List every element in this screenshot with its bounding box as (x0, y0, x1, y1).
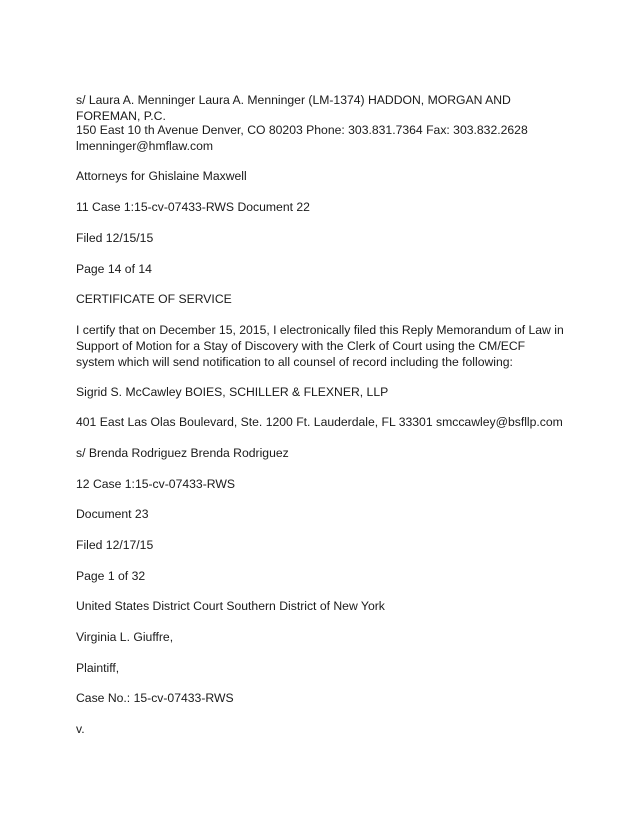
plaintiff-name: Virginia L. Giuffre, (76, 630, 174, 644)
signature-block-menninger: s/ Laura A. Menninger Laura A. Menninger (LM-1374) HADDON, MORGAN AND FOREMAN, P.C. (76, 93, 511, 123)
certificate-heading: CERTIFICATE OF SERVICE (76, 292, 232, 306)
case-number-line: 12 Case 1:15-cv-07433-RWS (76, 477, 235, 491)
document-number-line: Document 23 (76, 507, 149, 521)
counsel-name-firm: Sigrid S. McCawley BOIES, SCHILLER & FLEXNER, LLP (76, 385, 389, 399)
attorneys-for-line: Attorneys for Ghislaine Maxwell (76, 169, 247, 183)
case-no-line: Case No.: 15-cv-07433-RWS (76, 691, 234, 705)
filed-date-line-2: Filed 12/17/15 (76, 538, 154, 552)
page-number-line: Page 14 of 14 (76, 262, 152, 276)
certification-paragraph: I certify that on December 15, 2015, I electronically filed this Reply Memorandum of Law in Support of Motion for a Stay of Discovery with the Clerk of Court using the CM/ECF system which will send notification to all counsel of record including the following: (76, 323, 564, 369)
court-name-line: United States District Court Southern District of New York (76, 599, 385, 613)
counsel-address: 401 East Las Olas Boulevard, Ste. 1200 Ft. Lauderdale, FL 33301 smccawley@bsfllp.com (76, 415, 563, 429)
signature-rodriguez: s/ Brenda Rodriguez Brenda Rodriguez (76, 446, 289, 460)
firm-address-contact: 150 East 10 th Avenue Denver, CO 80203 Phone: 303.831.7364 Fax: 303.832.2628 lmenninger@hmflaw.com (76, 123, 528, 153)
filed-date-line: Filed 12/15/15 (76, 231, 154, 245)
page-number-line-2: Page 1 of 32 (76, 569, 146, 583)
versus-line: v. (76, 722, 85, 736)
case-document-line: 11 Case 1:15-cv-07433-RWS Document 22 (76, 200, 310, 214)
plaintiff-label: Plaintiff, (76, 661, 120, 675)
